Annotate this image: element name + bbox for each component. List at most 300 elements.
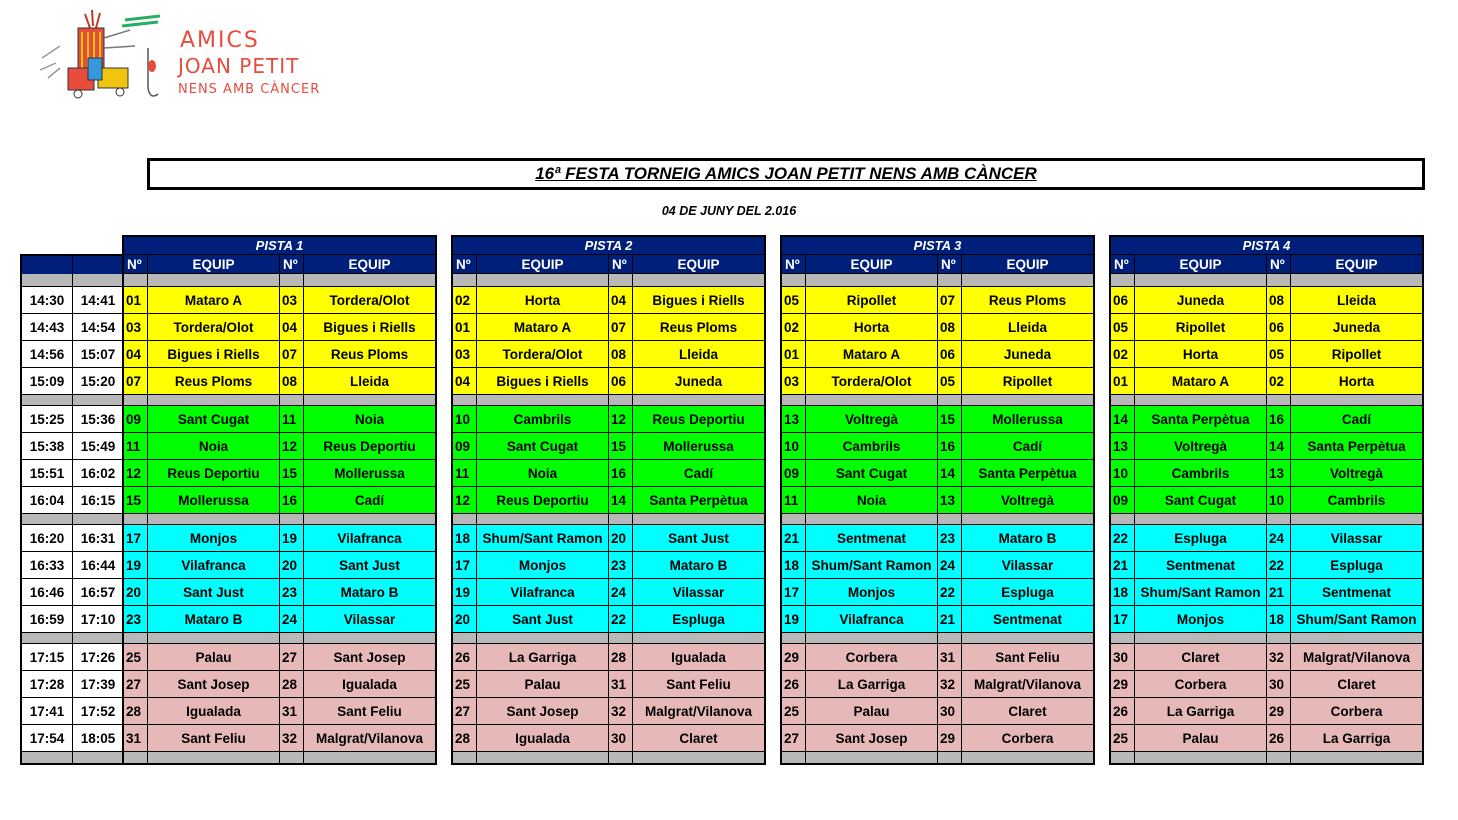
team-name: La Garriga (1135, 698, 1267, 725)
team-number: 06 (1267, 314, 1291, 341)
match-row (123, 671, 436, 698)
separator-row (1110, 633, 1423, 644)
team-number: 15 (938, 406, 962, 433)
team-name: Ripollet (1135, 314, 1267, 341)
separator-row (1110, 752, 1423, 765)
team-number: 16 (609, 460, 633, 487)
team-number: 15 (609, 433, 633, 460)
team-number: 25 (123, 644, 148, 671)
match-row (1110, 314, 1423, 341)
team-number: 15 (123, 487, 148, 514)
team-name: Mataro B (962, 525, 1095, 552)
match-row (452, 644, 765, 671)
team-name: Vilassar (1291, 525, 1424, 552)
team-name: Voltregà (806, 406, 938, 433)
event-date: 04 DE JUNY DEL 2.016 (661, 204, 797, 218)
team-name: Corbera (1291, 698, 1424, 725)
team-number: 04 (452, 368, 477, 395)
team-name: La Garriga (806, 671, 938, 698)
separator-row (452, 633, 765, 644)
start-time: 15:09 (21, 368, 73, 395)
separator-row (1110, 514, 1423, 525)
team-name: Reus Deportiu (633, 406, 766, 433)
team-number: 12 (123, 460, 148, 487)
separator-row (781, 395, 1094, 406)
match-row (1110, 487, 1423, 514)
team-number: 32 (1267, 644, 1291, 671)
team-number: 18 (1110, 579, 1135, 606)
team-number: 23 (609, 552, 633, 579)
separator-row (123, 752, 436, 765)
team-name: Shum/Sant Ramon (806, 552, 938, 579)
team-number: 21 (781, 525, 806, 552)
match-row (452, 487, 765, 514)
team-number: 11 (280, 406, 304, 433)
team-number: 19 (452, 579, 477, 606)
team-name: Lleida (962, 314, 1095, 341)
start-time: 16:46 (21, 579, 73, 606)
match-row (123, 460, 436, 487)
team-name: Ripollet (806, 287, 938, 314)
time-row (21, 606, 124, 633)
start-time: 16:33 (21, 552, 73, 579)
time-row (21, 671, 124, 698)
team-name: La Garriga (1291, 725, 1424, 752)
pista-name: PISTA 3 (781, 236, 1094, 255)
time-header-cell (21, 255, 73, 274)
team-name: Mollerussa (304, 460, 437, 487)
end-time: 16:02 (73, 460, 125, 487)
team-number: 28 (452, 725, 477, 752)
match-row (781, 525, 1094, 552)
start-time: 17:54 (21, 725, 73, 752)
team-number: 21 (1110, 552, 1135, 579)
team-number: 19 (280, 525, 304, 552)
team-number: 19 (123, 552, 148, 579)
team-name: Mollerussa (633, 433, 766, 460)
team-name: Cambrils (477, 406, 609, 433)
team-number: 31 (123, 725, 148, 752)
team-number: 22 (1267, 552, 1291, 579)
separator-row (21, 395, 124, 406)
team-name: Espluga (962, 579, 1095, 606)
team-number: 02 (452, 287, 477, 314)
team-number: 02 (1110, 341, 1135, 368)
team-name: Malgrat/Vilanova (304, 725, 437, 752)
separator-row (21, 514, 124, 525)
team-name: Monjos (1135, 606, 1267, 633)
team-number: 07 (938, 287, 962, 314)
team-number: 04 (123, 341, 148, 368)
match-row (452, 314, 765, 341)
end-time: 17:39 (73, 671, 125, 698)
end-time: 16:31 (73, 525, 125, 552)
team-number: 22 (938, 579, 962, 606)
match-row (123, 552, 436, 579)
team-name: Sant Feliu (148, 725, 280, 752)
team-number: 17 (1110, 606, 1135, 633)
team-name: Sentmenat (1291, 579, 1424, 606)
header-team: EQUIP (633, 255, 766, 274)
team-number: 06 (609, 368, 633, 395)
start-time: 16:59 (21, 606, 73, 633)
team-number: 18 (452, 525, 477, 552)
team-name: Lleida (633, 341, 766, 368)
match-row (123, 644, 436, 671)
team-name: Cadí (633, 460, 766, 487)
match-row (1110, 579, 1423, 606)
team-number: 25 (452, 671, 477, 698)
title-box (147, 158, 1425, 190)
header-team: EQUIP (148, 255, 280, 274)
team-name: Santa Perpètua (962, 460, 1095, 487)
match-row (1110, 287, 1423, 314)
end-time: 16:57 (73, 579, 125, 606)
team-name: Shum/Sant Ramon (1291, 606, 1424, 633)
team-number: 07 (280, 341, 304, 368)
team-number: 01 (452, 314, 477, 341)
team-name: Vilassar (633, 579, 766, 606)
team-number: 03 (280, 287, 304, 314)
team-name: Palau (477, 671, 609, 698)
time-slots-table (20, 254, 125, 765)
team-name: Vilafranca (148, 552, 280, 579)
time-header-row (21, 255, 124, 274)
team-name: Voltregà (962, 487, 1095, 514)
team-name: Tordera/Olot (304, 287, 437, 314)
team-number: 07 (123, 368, 148, 395)
team-number: 26 (1110, 698, 1135, 725)
end-time: 17:10 (73, 606, 125, 633)
team-number: 29 (938, 725, 962, 752)
team-name: Sant Feliu (962, 644, 1095, 671)
team-number: 23 (938, 525, 962, 552)
team-name: Igualada (633, 644, 766, 671)
team-name: Bigues i Riells (633, 287, 766, 314)
match-row (781, 725, 1094, 752)
team-number: 08 (1267, 287, 1291, 314)
team-name: Cadí (962, 433, 1095, 460)
team-number: 12 (609, 406, 633, 433)
team-name: Sant Cugat (477, 433, 609, 460)
time-row (21, 725, 124, 752)
team-number: 15 (280, 460, 304, 487)
separator-row (21, 274, 124, 287)
team-name: Sant Josep (148, 671, 280, 698)
team-number: 23 (280, 579, 304, 606)
team-number: 13 (781, 406, 806, 433)
team-name: Igualada (148, 698, 280, 725)
team-number: 27 (123, 671, 148, 698)
team-name: Tordera/Olot (148, 314, 280, 341)
header-num: Nº (1267, 255, 1291, 274)
team-number: 30 (938, 698, 962, 725)
team-name: Ripollet (962, 368, 1095, 395)
team-number: 32 (938, 671, 962, 698)
pista-name: PISTA 4 (1110, 236, 1423, 255)
team-name: Juneda (1135, 287, 1267, 314)
header-num: Nº (938, 255, 962, 274)
header-num: Nº (609, 255, 633, 274)
team-number: 11 (781, 487, 806, 514)
team-name: Sant Cugat (806, 460, 938, 487)
team-number: 24 (609, 579, 633, 606)
match-row (452, 460, 765, 487)
column-header-row (452, 255, 765, 274)
team-number: 05 (938, 368, 962, 395)
team-name: Horta (806, 314, 938, 341)
header-num: Nº (123, 255, 148, 274)
team-name: Bigues i Riells (477, 368, 609, 395)
team-name: Cambrils (1135, 460, 1267, 487)
match-row (781, 368, 1094, 395)
team-name: Noia (477, 460, 609, 487)
team-name: Espluga (633, 606, 766, 633)
separator-row (781, 514, 1094, 525)
time-row (21, 644, 124, 671)
end-time: 15:07 (73, 341, 125, 368)
team-number: 22 (1110, 525, 1135, 552)
logo-text-joan-petit: JOAN PETIT (178, 54, 300, 78)
column-header-row (123, 255, 436, 274)
column-header-row (781, 255, 1094, 274)
team-name: Reus Deportiu (477, 487, 609, 514)
team-number: 22 (609, 606, 633, 633)
time-header-cell (73, 255, 125, 274)
team-name: Lleida (1291, 287, 1424, 314)
team-number: 25 (1110, 725, 1135, 752)
team-number: 31 (280, 698, 304, 725)
match-row (781, 579, 1094, 606)
team-number: 28 (280, 671, 304, 698)
team-number: 16 (1267, 406, 1291, 433)
team-name: Malgrat/Vilanova (633, 698, 766, 725)
time-row (21, 579, 124, 606)
start-time: 15:25 (21, 406, 73, 433)
team-number: 13 (1267, 460, 1291, 487)
team-number: 16 (938, 433, 962, 460)
match-row (1110, 552, 1423, 579)
match-row (452, 606, 765, 633)
match-row (123, 698, 436, 725)
team-number: 06 (1110, 287, 1135, 314)
time-row (21, 487, 124, 514)
team-name: Sant Cugat (148, 406, 280, 433)
team-name: Reus Ploms (962, 287, 1095, 314)
team-name: Malgrat/Vilanova (962, 671, 1095, 698)
match-row (123, 368, 436, 395)
separator-row (452, 514, 765, 525)
team-number: 25 (781, 698, 806, 725)
team-number: 08 (938, 314, 962, 341)
team-name: Bigues i Riells (148, 341, 280, 368)
team-number: 32 (280, 725, 304, 752)
team-name: Vilafranca (304, 525, 437, 552)
separator-row (452, 274, 765, 287)
team-name: Reus Ploms (633, 314, 766, 341)
separator-row (452, 395, 765, 406)
match-row (452, 698, 765, 725)
match-row (123, 287, 436, 314)
team-number: 17 (123, 525, 148, 552)
team-name: Horta (477, 287, 609, 314)
team-name: Mataro A (806, 341, 938, 368)
match-row (1110, 368, 1423, 395)
header-team: EQUIP (304, 255, 437, 274)
time-row (21, 406, 124, 433)
team-name: Igualada (477, 725, 609, 752)
team-name: Mataro A (1135, 368, 1267, 395)
team-name: Vilafranca (477, 579, 609, 606)
team-number: 26 (781, 671, 806, 698)
end-time: 17:26 (73, 644, 125, 671)
header-num: Nº (1110, 255, 1135, 274)
start-time: 17:41 (21, 698, 73, 725)
team-name: Sant Josep (304, 644, 437, 671)
team-name: Corbera (806, 644, 938, 671)
team-number: 09 (452, 433, 477, 460)
pista-title-row (781, 236, 1094, 255)
team-name: Mataro B (633, 552, 766, 579)
match-row (123, 314, 436, 341)
team-number: 24 (280, 606, 304, 633)
team-name: Noia (806, 487, 938, 514)
team-name: Mollerussa (148, 487, 280, 514)
team-name: Vilassar (962, 552, 1095, 579)
team-number: 12 (452, 487, 477, 514)
end-time: 15:49 (73, 433, 125, 460)
team-number: 12 (280, 433, 304, 460)
team-name: Monjos (148, 525, 280, 552)
team-number: 14 (938, 460, 962, 487)
end-time: 14:41 (73, 287, 125, 314)
header-team: EQUIP (1291, 255, 1424, 274)
separator-row (21, 752, 124, 765)
team-number: 01 (1110, 368, 1135, 395)
match-row (452, 552, 765, 579)
team-number: 10 (781, 433, 806, 460)
separator-row (123, 514, 436, 525)
team-number: 10 (1110, 460, 1135, 487)
pista-3-table (780, 235, 1095, 765)
team-number: 14 (1267, 433, 1291, 460)
team-number: 21 (938, 606, 962, 633)
team-name: Espluga (1291, 552, 1424, 579)
team-name: Sentmenat (962, 606, 1095, 633)
team-name: Mataro B (304, 579, 437, 606)
team-name: Santa Perpètua (633, 487, 766, 514)
team-name: Noia (148, 433, 280, 460)
team-number: 27 (452, 698, 477, 725)
pista-title-row (1110, 236, 1423, 255)
match-row (1110, 406, 1423, 433)
team-name: Tordera/Olot (806, 368, 938, 395)
start-time: 17:15 (21, 644, 73, 671)
team-number: 08 (280, 368, 304, 395)
team-number: 29 (1110, 671, 1135, 698)
separator-row (781, 752, 1094, 765)
separator-row (781, 633, 1094, 644)
header-team: EQUIP (806, 255, 938, 274)
match-row (781, 314, 1094, 341)
team-name: Igualada (304, 671, 437, 698)
team-name: Juneda (633, 368, 766, 395)
separator-row (781, 274, 1094, 287)
team-name: Voltregà (1135, 433, 1267, 460)
match-row (452, 525, 765, 552)
team-number: 05 (1110, 314, 1135, 341)
pista-2-table (451, 235, 766, 765)
team-name: Monjos (806, 579, 938, 606)
match-row (1110, 671, 1423, 698)
team-name: Claret (1135, 644, 1267, 671)
team-name: Espluga (1135, 525, 1267, 552)
pista-title-row (452, 236, 765, 255)
match-row (781, 460, 1094, 487)
team-number: 14 (1110, 406, 1135, 433)
start-time: 14:56 (21, 341, 73, 368)
team-number: 07 (609, 314, 633, 341)
team-number: 10 (1267, 487, 1291, 514)
team-number: 10 (452, 406, 477, 433)
team-name: Sant Just (148, 579, 280, 606)
team-number: 30 (1267, 671, 1291, 698)
separator-row (123, 274, 436, 287)
team-name: La Garriga (477, 644, 609, 671)
team-name: Noia (304, 406, 437, 433)
pista-name: PISTA 1 (123, 236, 436, 255)
start-time: 15:38 (21, 433, 73, 460)
team-name: Bigues i Riells (304, 314, 437, 341)
team-name: Sentmenat (1135, 552, 1267, 579)
team-number: 17 (452, 552, 477, 579)
start-time: 16:20 (21, 525, 73, 552)
match-row (1110, 606, 1423, 633)
match-row (123, 487, 436, 514)
team-name: Lleida (304, 368, 437, 395)
team-number: 13 (1110, 433, 1135, 460)
team-name: Reus Deportiu (304, 433, 437, 460)
team-name: Vilafranca (806, 606, 938, 633)
team-number: 01 (781, 341, 806, 368)
end-time: 18:05 (73, 725, 125, 752)
pista-1-table (122, 235, 437, 765)
team-name: Sant Feliu (633, 671, 766, 698)
team-number: 26 (1267, 725, 1291, 752)
pista-title-row (123, 236, 436, 255)
team-number: 09 (1110, 487, 1135, 514)
team-name: Malgrat/Vilanova (1291, 644, 1424, 671)
team-name: Vilassar (304, 606, 437, 633)
match-row (1110, 698, 1423, 725)
match-row (452, 368, 765, 395)
team-number: 14 (609, 487, 633, 514)
team-name: Reus Ploms (148, 368, 280, 395)
separator-row (123, 395, 436, 406)
match-row (123, 725, 436, 752)
match-row (781, 287, 1094, 314)
team-name: Tordera/Olot (477, 341, 609, 368)
team-number: 04 (280, 314, 304, 341)
team-number: 20 (452, 606, 477, 633)
team-number: 20 (280, 552, 304, 579)
match-row (452, 406, 765, 433)
team-number: 21 (1267, 579, 1291, 606)
team-number: 20 (123, 579, 148, 606)
team-number: 01 (123, 287, 148, 314)
end-time: 16:15 (73, 487, 125, 514)
team-number: 28 (123, 698, 148, 725)
